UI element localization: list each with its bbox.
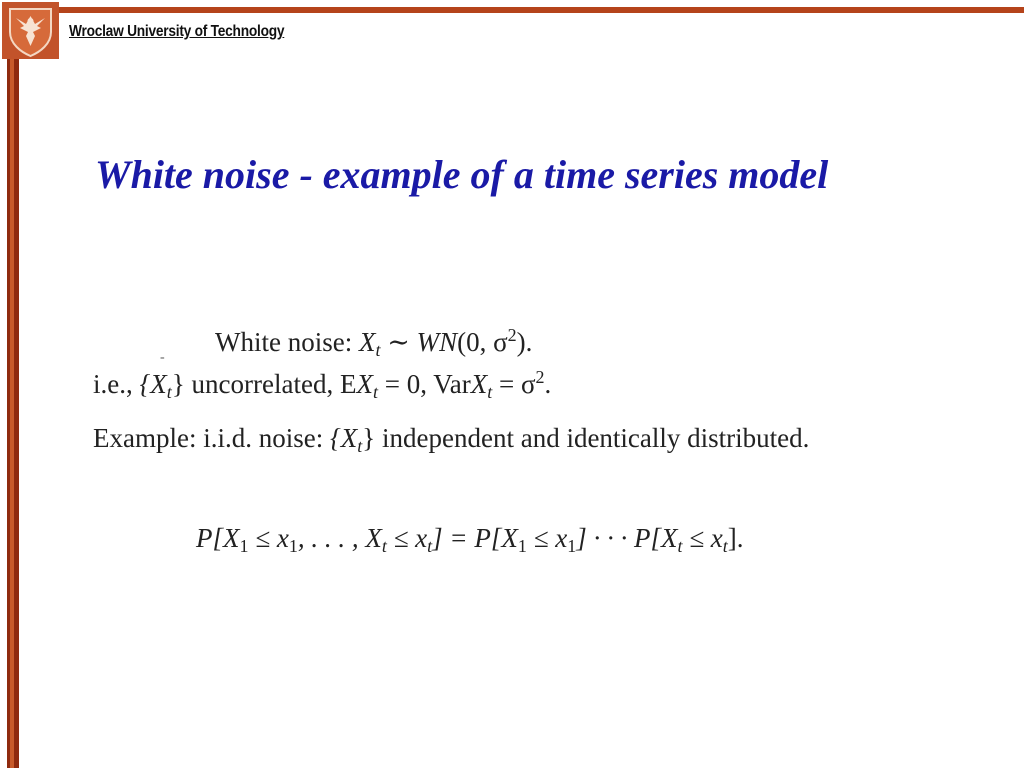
subscript: t (427, 536, 433, 556)
white-noise-definition (215, 327, 532, 358)
sim-symbol: ∼ (387, 327, 410, 357)
uncorrelated-statement (93, 369, 551, 400)
set-close: } (362, 423, 376, 453)
subscript: 1 (567, 536, 577, 556)
arguments: (0, σ (457, 327, 508, 357)
subscript: t (375, 340, 381, 360)
header-rule (56, 7, 1024, 13)
subscript: t (166, 382, 172, 402)
stray-mark: - (160, 350, 165, 365)
term: ≤ x (255, 523, 289, 553)
set-open: {X (139, 369, 167, 399)
subscript: 1 (517, 536, 527, 556)
period: . (544, 369, 552, 399)
subscript: t (487, 382, 493, 402)
text: = σ (498, 369, 536, 399)
text: uncorrelated, E (191, 369, 357, 399)
description: independent and identically distributed. (382, 423, 810, 453)
set-open: {X (329, 423, 358, 453)
subscript: 1 (288, 536, 298, 556)
term: P[X (196, 523, 240, 553)
subscript: t (381, 536, 387, 556)
institution-name: Wroclaw University of Technology (69, 23, 285, 40)
term: ≤ x (393, 523, 428, 553)
closing: ]. (727, 523, 744, 553)
text: = 0, Var (384, 369, 471, 399)
term: , . . . , X (297, 523, 382, 553)
set-close: } (171, 369, 185, 399)
variable: X (356, 369, 373, 399)
term: ] = P[X (432, 523, 518, 553)
slide-title: White noise - example of a time series model (95, 152, 829, 197)
wn-symbol: WN (416, 327, 458, 357)
prefix: i.e., (93, 369, 133, 399)
superscript: 2 (507, 325, 517, 345)
subscript: 1 (239, 536, 249, 556)
left-accent-bar-inner (10, 58, 14, 768)
variable: X (470, 369, 488, 399)
university-shield-eagle-icon (2, 2, 59, 59)
subscript: t (677, 536, 683, 556)
subscript: t (722, 536, 728, 556)
term: ≤ x (689, 523, 723, 553)
variable: X (358, 327, 376, 357)
closing: ). (516, 327, 533, 357)
term: ≤ x (533, 523, 568, 553)
superscript: 2 (535, 367, 545, 387)
subscript: t (357, 436, 363, 456)
subscript: t (372, 382, 378, 402)
iid-example (93, 423, 809, 454)
definition-label: White noise: (215, 327, 353, 357)
example-label: Example: i.i.d. noise: (93, 423, 324, 453)
term: ] · · · P[X (576, 523, 678, 553)
joint-probability-formula (196, 523, 744, 554)
